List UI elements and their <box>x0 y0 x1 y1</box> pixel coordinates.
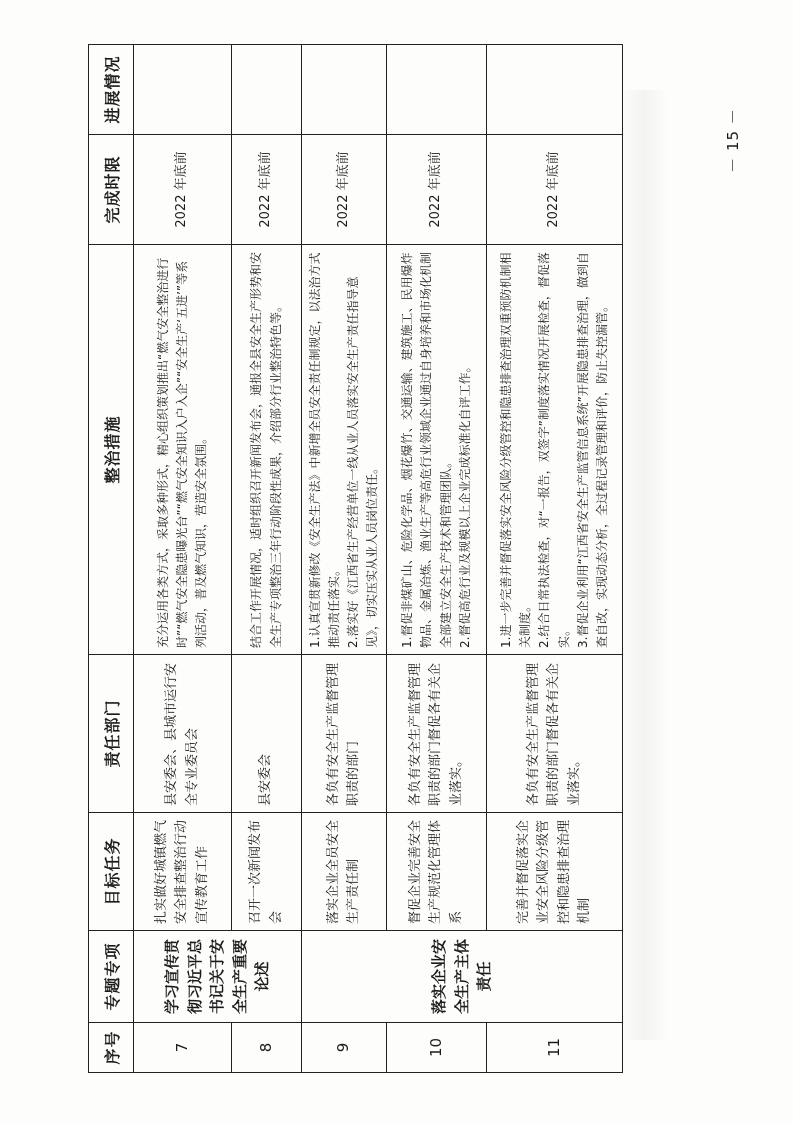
progress-cell <box>232 45 302 135</box>
topic-cell-study: 学习宣传贯彻习近平总书记关于安全生产重要论述 <box>134 931 302 1023</box>
deadline-cell: 2022 年底前 <box>232 135 302 245</box>
measures-cell: 1.进一步完善并督促落实安全风险分级管控和隐患排查治理双重预防机制相关制度。 2.结合日常执法检查，对“一报告，双签字”制度落实情况开展检查，督促落实。 3.督促企业利用“江西省安全生产监管信息系统”开展隐患排查治理，做到自查自改，实现动态分析，全过程记录管理和评价，防止失控漏管。 <box>487 245 623 655</box>
page-number <box>700 100 740 180</box>
progress-cell <box>134 45 232 135</box>
row-index: 9 <box>302 1023 387 1073</box>
department-cell: 县安委会、县城市运行安全专业委员会 <box>134 655 232 813</box>
goal-cell: 完善并督促落实企业安全风险分级管控和隐患排查治理机制 <box>487 813 623 931</box>
table-row <box>134 45 232 1073</box>
row-index: 8 <box>232 1023 302 1073</box>
deadline-cell: 2022 年底前 <box>134 135 232 245</box>
table-row <box>232 45 302 1073</box>
header-topic: 专题专项 <box>89 931 134 1023</box>
header-goal: 目标任务 <box>89 813 134 931</box>
row-index: 7 <box>134 1023 232 1073</box>
header-progress: 进展情况 <box>89 45 134 135</box>
department-cell: 各负有安全生产监督管理职责的部门督促各有关企业落实。 <box>487 655 623 813</box>
measures-cell: 1.认真宣贯新修改《安全生产法》中新增全员安全责任制规定，以法治方式推动责任落实。 2.落实好《江西省生产经营单位一线从业人员落实安全生产责任指导意见》，切实压实从业人员岗位责任。 <box>302 245 387 655</box>
measures-cell: 充分运用各类方式，采取多种形式，精心组织策划推出“燃气安全整治进行时”“燃气安全隐患曝光台”“燃气安全知识入户入企”“安全生产‘五进’”等系列活动，普及燃气知识，营造安全氛围。 <box>134 245 232 655</box>
header-index: 序号 <box>89 1023 134 1073</box>
table-row <box>387 45 487 1073</box>
deadline-cell: 2022 年底前 <box>302 135 387 245</box>
header-deadline: 完成时限 <box>89 135 134 245</box>
rotated-table-container <box>88 45 615 1073</box>
scan-shadow <box>620 90 668 1040</box>
department-cell: 各负有安全生产监督管理职责的部门督促各有关企业落实。 <box>387 655 487 813</box>
header-measures: 整治措施 <box>89 245 134 655</box>
progress-cell <box>302 45 387 135</box>
goal-cell: 落实企业全员安全生产责任制 <box>302 813 387 931</box>
header-department: 责任部门 <box>89 655 134 813</box>
goal-cell: 扎实做好城镇燃气安全排查整治行动宣传教育工作 <box>134 813 232 931</box>
progress-cell <box>487 45 623 135</box>
deadline-cell: 2022 年底前 <box>387 135 487 245</box>
goal-cell: 督促企业完善安全生产规范化管理体系 <box>387 813 487 931</box>
goal-cell: 召开一次新闻发布会 <box>232 813 302 931</box>
department-cell: 县安委会 <box>232 655 302 813</box>
measures-cell: 结合工作开展情况，适时组织召开新闻发布会，通报全县安全生产形势和安全生产专项整治三年行动阶段性成果，介绍部分行业整治特色等。 <box>232 245 302 655</box>
row-index: 11 <box>487 1023 623 1073</box>
measures-cell: 1.督促非煤矿山、危险化学品、烟花爆竹、交通运输、建筑施工、民用爆炸物品、金属冶炼、渔业生产等高危行业领域企业通过自身培养和市场化机制全部建立安全生产技术和管理团队。 2.督促高危行业及规模以上企业完成标准化自评工作。 <box>387 245 487 655</box>
topic-cell-enterprise: 落实企业安全生产主体责任 <box>302 931 623 1023</box>
table-header-row <box>89 45 134 1073</box>
page-number-text: － 15 － <box>723 108 742 173</box>
table-row <box>487 45 623 1073</box>
progress-cell <box>387 45 487 135</box>
deadline-cell: 2022 年底前 <box>487 135 623 245</box>
department-cell: 各负有安全生产监督管理职责的部门 <box>302 655 387 813</box>
table-row <box>302 45 387 1073</box>
rectification-task-table <box>88 44 623 1073</box>
row-index: 10 <box>387 1023 487 1073</box>
